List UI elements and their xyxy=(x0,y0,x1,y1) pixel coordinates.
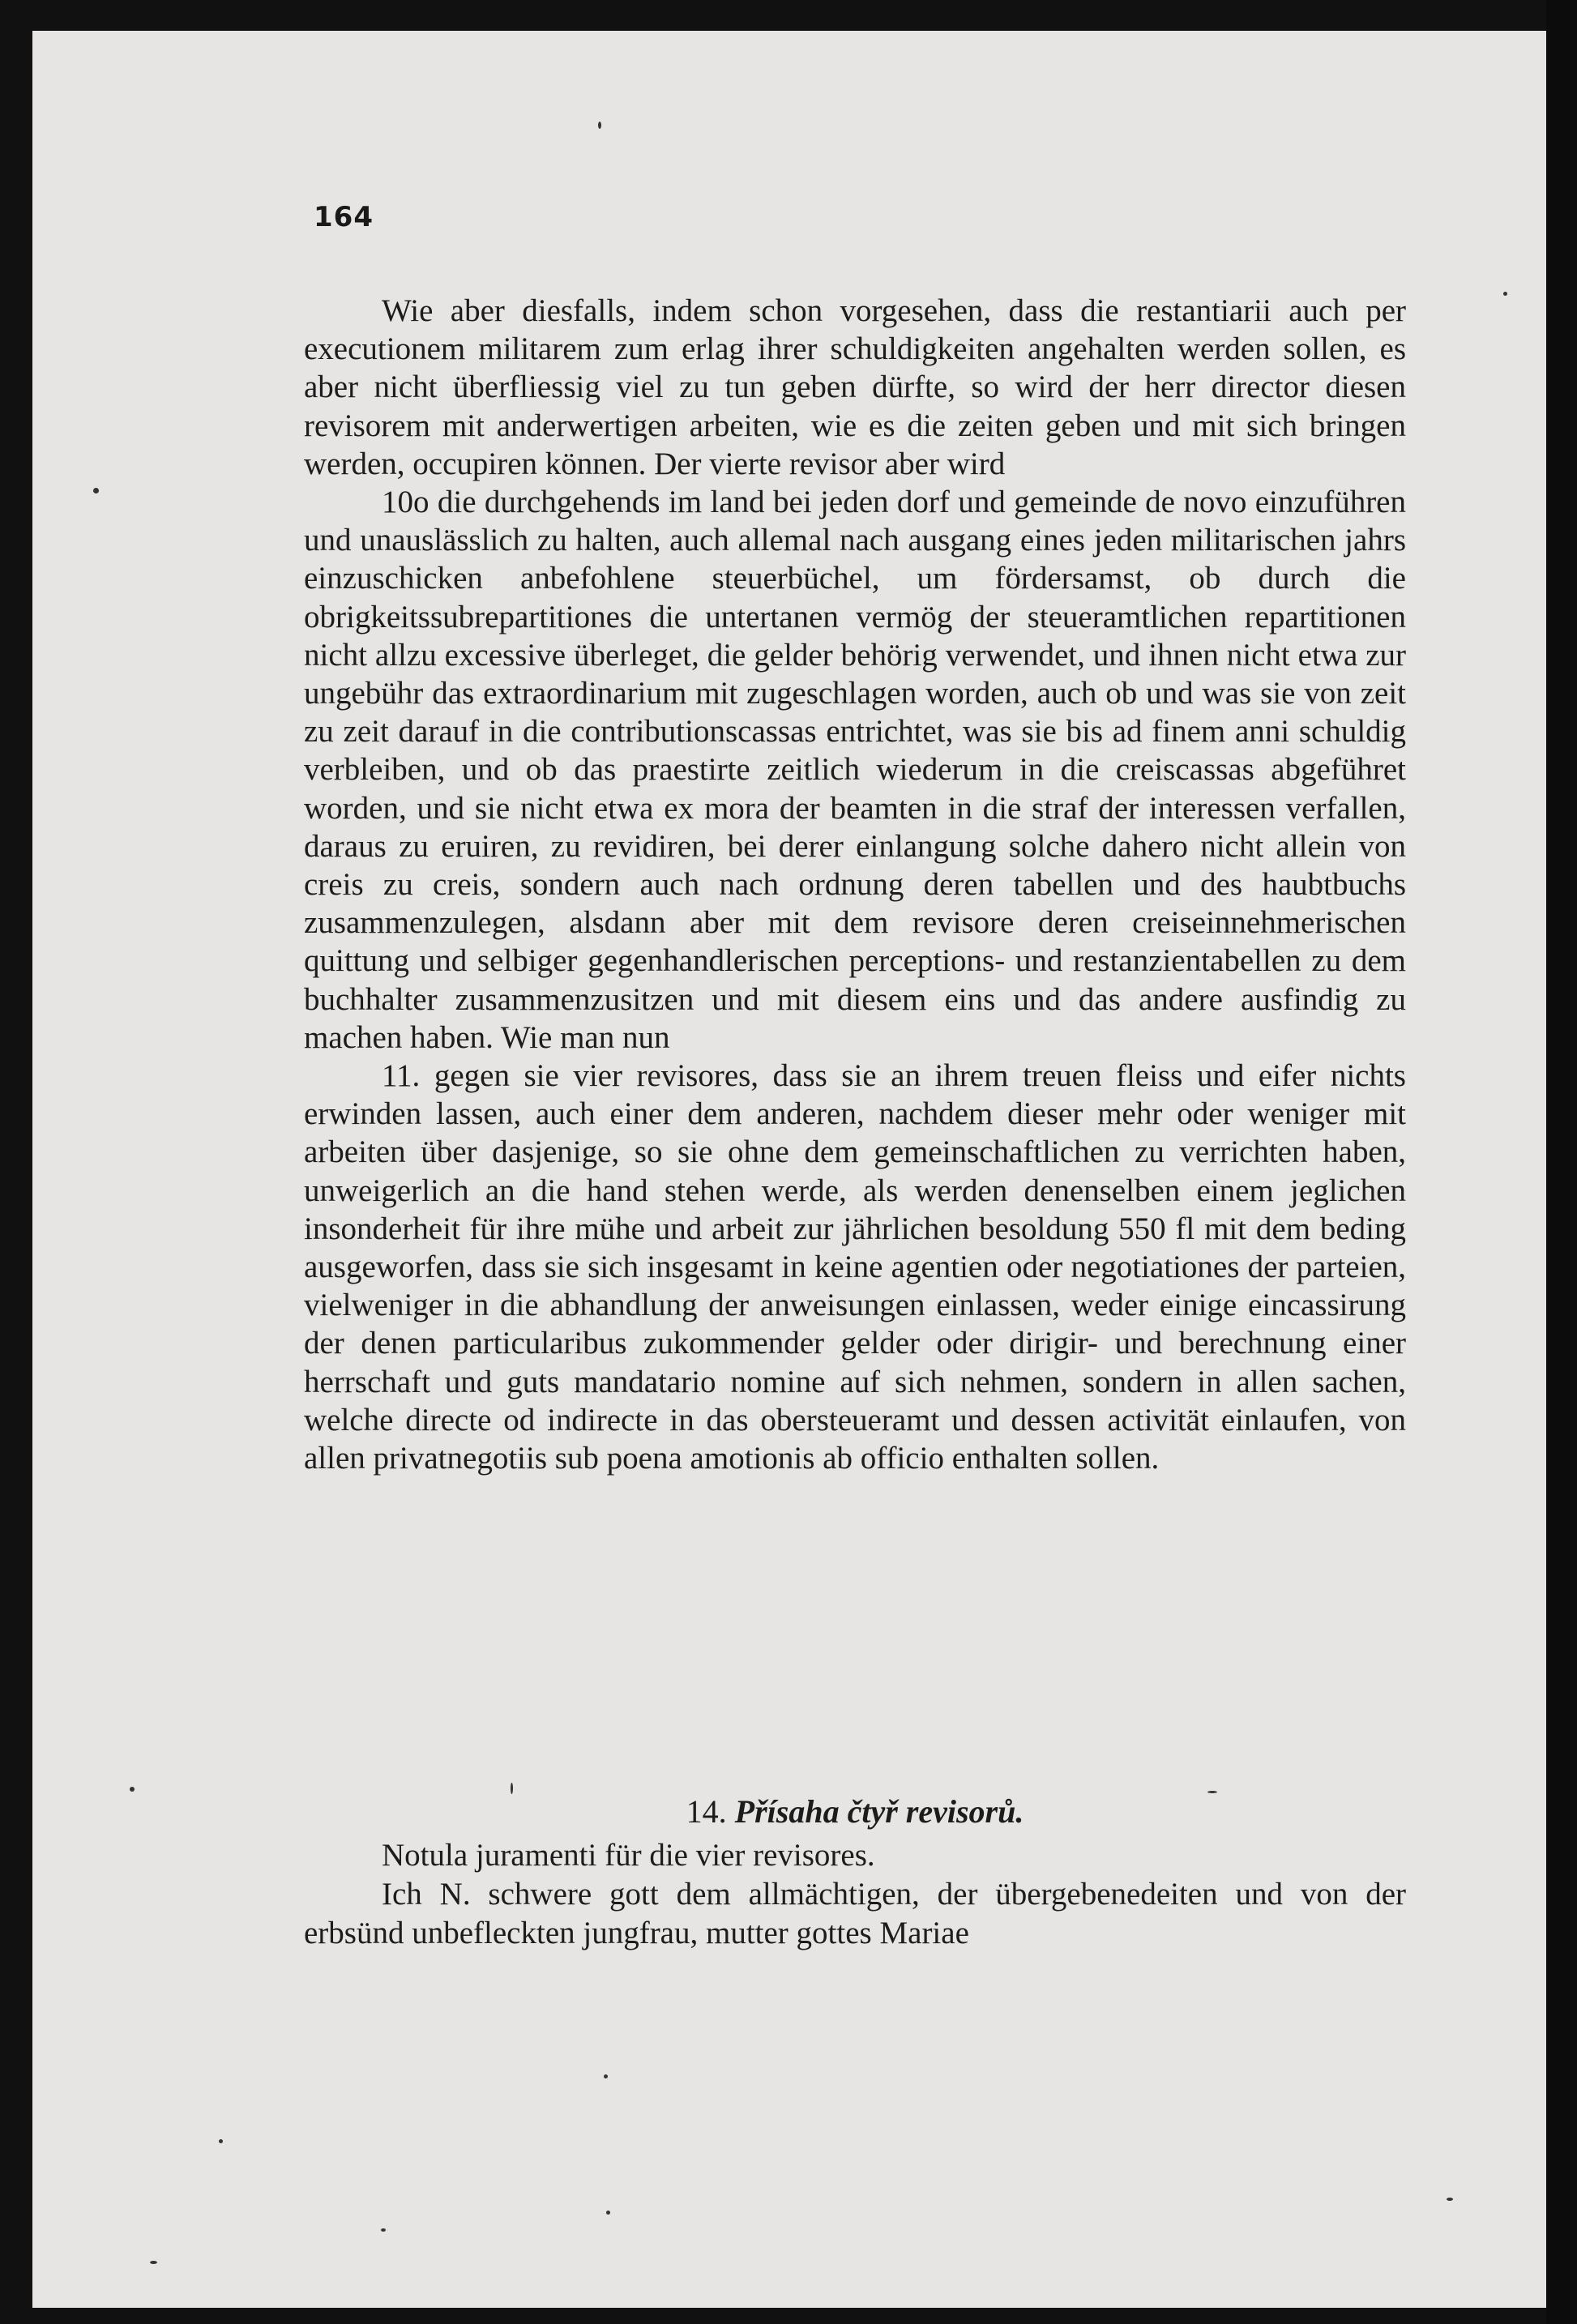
scan-edge-border xyxy=(1546,0,1577,2324)
paragraph: 11. gegen sie vier revisores, dass sie an ihrem treuen fleiss und eifer nichts erwinden lassen, auch einer dem anderen, nachdem dieser mehr oder weniger mit arbeiten über dasjenige, so sie ohne dem gemeinschaftlichen zu verrichten haben, unweigerlich an die hand stehen werde, als werden denenselben einem jeglichen insonderheit für ihre mühe und arbeit zur jährlichen besoldung 550 fl mit dem beding ausgeworfen, dass sie sich insgesamt in keine agentien oder negotiationes der parteien, vielweniger in die abhandlung der anweisungen einlassen, weder einige eincassirung der denen particularibus zukommender gelder oder dirigir- und berechnung einer herrschaft und guts mandatario nomine auf sich nehmen, sondern in allen sachen, welche directe od indirecte in das obersteueramt und dessen activität einlaufen, von allen privatnegotiis sub poena amotionis ab officio enthalten sollen. xyxy=(304,1058,1406,1476)
section-number: 14. xyxy=(686,1793,727,1830)
scan-speck xyxy=(606,2211,610,2215)
paragraph: 10o die durchgehends im land bei jeden dorf und gemeinde de novo einzuführen und unauslässlich zu halten, auch allemal nach ausgang eines jeden militarischen jahrs einzuschicken anbefohlene steuerbüchel, um fördersamst, ob durch die obrigkeitssubrepartitiones die untertanen vermög der steueramtlichen repartitionen nicht allzu excessive überleget, die gelder behörig verwendet, und ihnen nicht etwa zur ungebühr das extraordinarium mit zugeschlagen worden, auch ob und was sie von zeit zu zeit darauf in die contributionscassas entrichtet, was sie bis ad finem anni schuldig verbleiben, und ob das praestirte zeitlich wiederum in die creiscassas abgeführet worden, und sie nicht etwa ex mora der beamten in die straf der interessen verfallen, daraus zu eruiren, zu revidiren, bei derer einlangung solche dahero nicht allein von creis zu creis, sondern auch nach ordnung deren tabellen und des haubtbuchs zusammenzulegen, alsdann aber mit dem revisore deren creiseinnehmerischen quittung und selbiger gegenhandlerischen perceptions- und restanzientabellen zu dem buchhalter zusammenzusitzen und mit diesem eins und das andere ausfindig zu machen haben. Wie man nun xyxy=(304,485,1406,1055)
scan-speck xyxy=(1447,2198,1453,2201)
paragraph: Ich N. schwere gott dem allmächtigen, der übergebenedeiten und von der erbsünd unbefleckten jungfrau, mutter gottes Mariae xyxy=(304,1877,1406,1950)
scan-speck xyxy=(604,2074,608,2078)
page-number: 164 xyxy=(314,201,374,233)
paragraph: Notula juramenti für die vier revisores. xyxy=(382,1838,875,1873)
paragraph: Wie aber diesfalls, indem schon vorgesehen, dass die restantiarii auch per executionem militarem zum erlag ihrer schuldigkeiten angehalten werden sollen, es aber nicht überfliessig viel zu tun geben dürfte, so wird der herr director diesen revisorem mit anderwertigen arbeiten, wie es die zeiten geben und mit sich bringen werden, occupiren können. Der vierte revisor aber wird xyxy=(304,293,1406,481)
scan-speck xyxy=(130,1787,135,1792)
scan-speck xyxy=(381,2228,386,2232)
scan-speck xyxy=(511,1783,513,1794)
scan-speck xyxy=(598,122,601,129)
section-title: Přísaha čtyř revisorů. xyxy=(734,1793,1024,1830)
scan-speck xyxy=(219,2139,223,2143)
scan-speck xyxy=(1207,1791,1217,1793)
body-text xyxy=(304,292,1406,1477)
oath-text xyxy=(304,1836,1406,1953)
scan-speck xyxy=(93,488,99,493)
scan-speck xyxy=(150,2261,157,2264)
section-heading xyxy=(304,1792,1406,1831)
scan-speck xyxy=(1503,292,1507,296)
